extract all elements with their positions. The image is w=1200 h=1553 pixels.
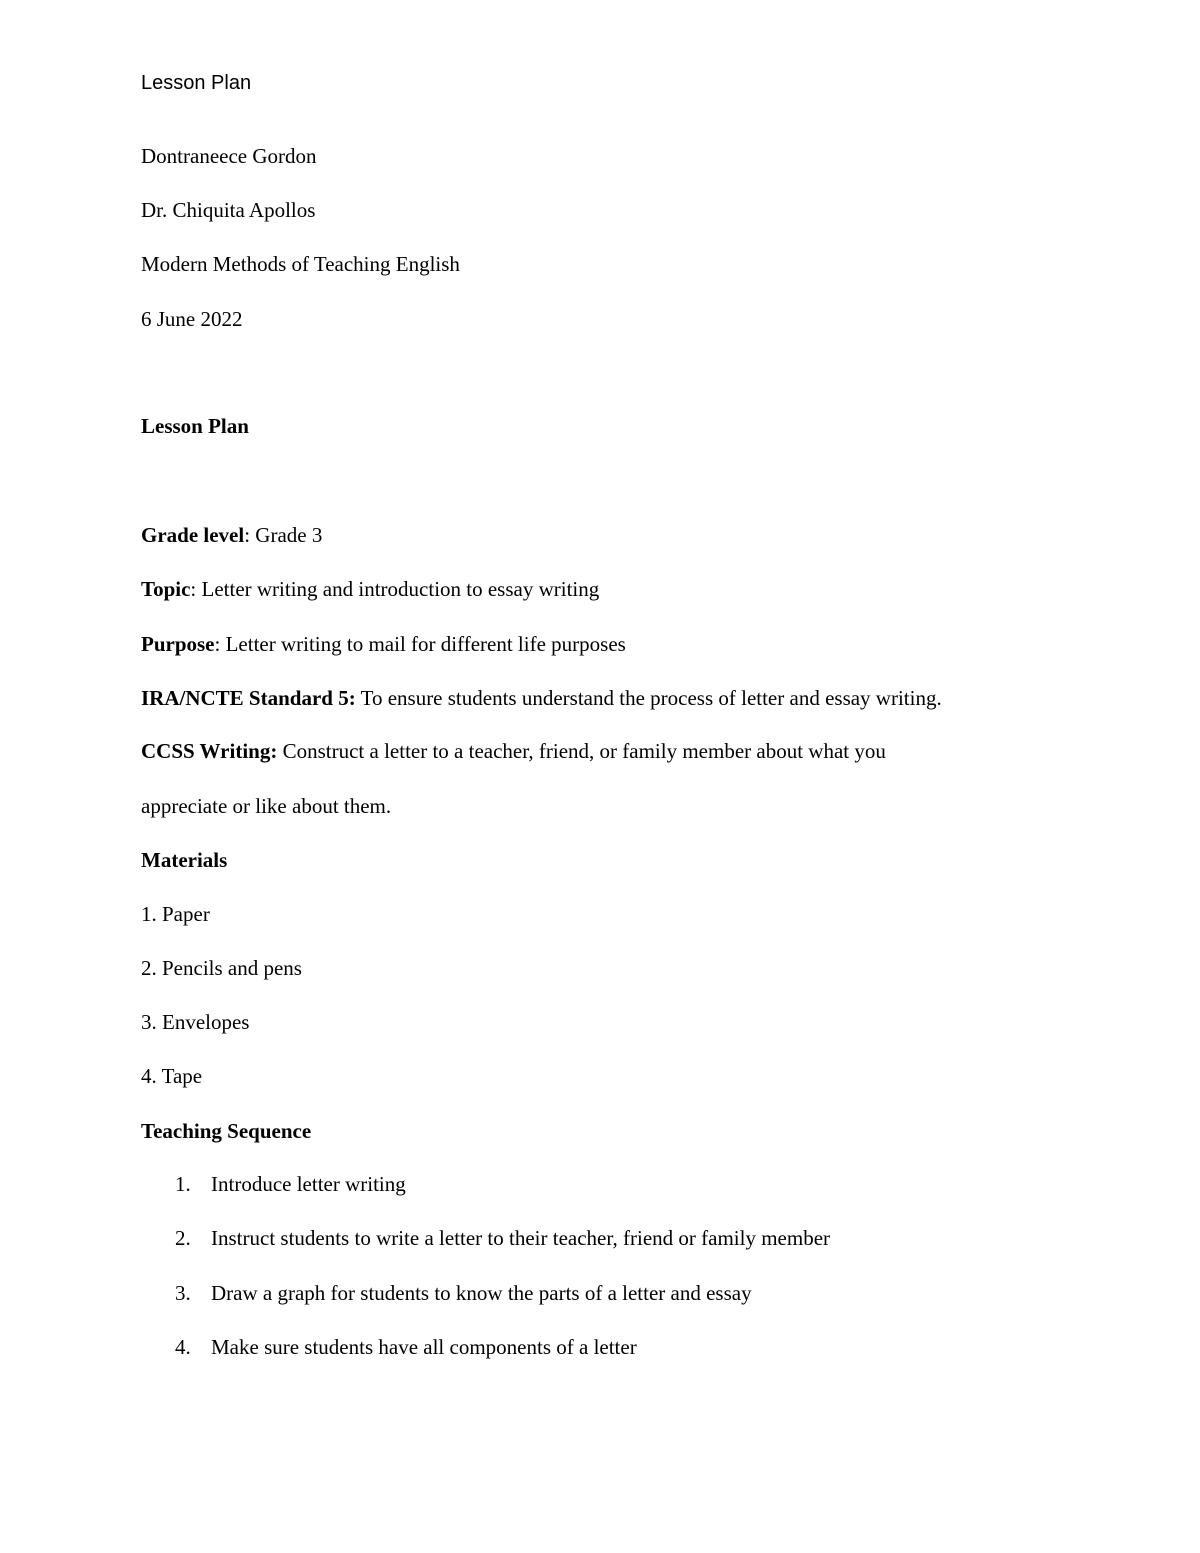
instructor-name: Dr. Chiquita Apollos	[141, 198, 316, 222]
running-header: Lesson Plan	[141, 72, 252, 94]
purpose-value: : Letter writing to mail for different life purposes	[214, 632, 626, 656]
materials-item: 1. Paper	[141, 902, 210, 926]
purpose-line	[141, 630, 626, 658]
ccss-line	[141, 737, 886, 765]
sequence-number: 2.	[175, 1226, 191, 1250]
topic-line	[141, 575, 599, 603]
topic-label: Topic	[141, 577, 191, 601]
sequence-number: 3.	[175, 1281, 191, 1305]
author-name: Dontraneece Gordon	[141, 144, 317, 168]
ccss-label: CCSS Writing:	[141, 739, 278, 763]
ccss-continuation: appreciate or like about them.	[141, 794, 392, 818]
topic-value: : Letter writing and introduction to essay writing	[190, 577, 600, 601]
grade-level-line	[141, 521, 322, 549]
document-date: 6 June 2022	[141, 307, 243, 331]
document-title: Lesson Plan	[141, 414, 249, 438]
sequence-number: 4.	[175, 1335, 191, 1359]
sequence-text: Draw a graph for students to know the parts of a letter and essay	[211, 1281, 752, 1305]
grade-level-value: : Grade 3	[244, 523, 323, 547]
standard-value: To ensure students understand the process of letter and essay writing.	[355, 686, 942, 710]
standard-line	[141, 684, 942, 712]
sequence-text: Introduce letter writing	[211, 1172, 406, 1196]
standard-label: IRA/NCTE Standard 5:	[141, 686, 356, 710]
grade-level-label: Grade level	[141, 523, 245, 547]
materials-item: 2. Pencils and pens	[141, 956, 302, 980]
teaching-sequence-heading: Teaching Sequence	[141, 1119, 312, 1143]
purpose-label: Purpose	[141, 632, 215, 656]
ccss-value: Construct a letter to a teacher, friend, or family member about what you	[277, 739, 886, 763]
sequence-text: Instruct students to write a letter to their teacher, friend or family member	[211, 1226, 831, 1250]
materials-item: 4. Tape	[141, 1064, 203, 1088]
sequence-text: Make sure students have all components of a letter	[211, 1335, 637, 1359]
materials-item: 3. Envelopes	[141, 1010, 250, 1034]
course-name: Modern Methods of Teaching English	[141, 252, 460, 276]
sequence-number: 1.	[175, 1172, 191, 1196]
materials-heading: Materials	[141, 848, 228, 872]
